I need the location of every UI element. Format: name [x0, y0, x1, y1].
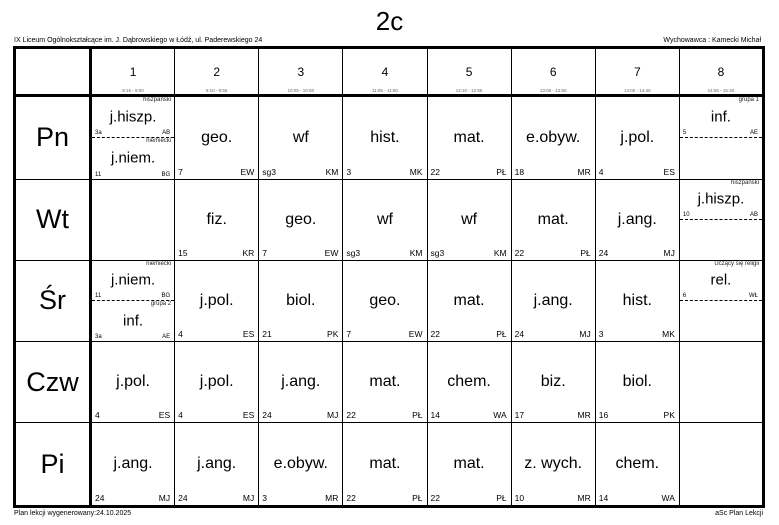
lesson-cell[interactable]	[343, 260, 427, 341]
lesson-content	[92, 342, 174, 422]
lesson-cell[interactable]	[595, 342, 679, 423]
lesson-content	[343, 342, 426, 422]
period-number: 4	[381, 65, 389, 79]
period-time: 9:10 - 9:55	[205, 88, 228, 93]
period-header	[427, 48, 511, 96]
subject-label: j.ang.	[617, 210, 657, 228]
room-number: sg3	[430, 247, 445, 258]
lesson-cell[interactable]	[175, 423, 259, 507]
lesson-cell[interactable]	[427, 260, 511, 341]
teacher-code: PŁ	[496, 493, 507, 503]
period-time: 13:05 - 13:50	[539, 88, 567, 93]
class-tutor: Wychowawca : Kamecki Michał	[663, 37, 761, 44]
subject-label: geo.	[285, 210, 317, 228]
teacher-code: MR	[577, 166, 591, 177]
period-time: 11:05 - 11:50	[372, 88, 398, 93]
teacher-code: ES	[663, 166, 675, 177]
generated-date: Plan lekcji wygenerowany:24.10.2025	[14, 510, 132, 517]
room-number: 3	[262, 493, 267, 503]
group-label: niemiecki	[146, 260, 172, 267]
room-number: 15	[178, 247, 188, 258]
lesson-cell[interactable]	[259, 423, 343, 507]
teacher-code: AE	[749, 129, 758, 136]
lesson-cell[interactable]	[595, 179, 679, 260]
subject-label: biol.	[622, 373, 652, 391]
teacher-code: PŁ	[496, 166, 507, 177]
lesson-content	[175, 423, 258, 505]
period-header	[91, 48, 175, 96]
room-number: 7	[178, 166, 183, 177]
room-number: 4	[178, 329, 183, 340]
lesson-cell[interactable]	[175, 179, 259, 260]
lesson-content	[343, 97, 426, 179]
lesson-content	[259, 180, 342, 260]
lesson-content	[428, 261, 511, 341]
empty-half	[680, 138, 762, 179]
teacher-code: BG	[161, 171, 171, 178]
subject-label: chem.	[615, 455, 660, 473]
lesson-content	[512, 261, 595, 341]
room-number: 3a	[95, 129, 102, 136]
day-row	[15, 96, 764, 180]
teacher-code: MJ	[663, 247, 675, 258]
room-number: 22	[430, 329, 440, 340]
room-number: 10	[514, 493, 525, 503]
room-number: 24	[178, 493, 188, 503]
day-label: Pi	[15, 423, 91, 507]
period-number: 5	[465, 65, 473, 79]
lesson-half[interactable]	[92, 301, 174, 341]
empty-cell	[679, 423, 763, 507]
room-number: 18	[514, 166, 525, 177]
lesson-content	[596, 423, 679, 505]
app-name: aSc Plan Lekcji	[715, 510, 763, 517]
lesson-content	[343, 180, 426, 260]
lesson-content	[596, 342, 679, 422]
lesson-cell[interactable]	[427, 423, 511, 507]
room-number: 22	[430, 493, 440, 503]
subject-label: j.niem.	[110, 271, 156, 289]
lesson-cell[interactable]	[511, 179, 595, 260]
lesson-cell[interactable]	[511, 342, 595, 423]
lesson-content	[512, 97, 595, 179]
subject-label: biol.	[286, 291, 316, 309]
lesson-content	[596, 180, 679, 260]
teacher-code: PK	[327, 329, 339, 340]
group-label: hiszpański	[730, 179, 759, 186]
school-name: IX Liceum Ogólnokształcące im. J. Dąbrowskiego w Łódź, ul. Paderewskiego 24	[14, 37, 263, 44]
subject-label: j.niem.	[110, 149, 156, 167]
teacher-code: MR	[577, 493, 591, 503]
lesson-cell[interactable]	[679, 260, 763, 341]
teacher-code: KM	[409, 247, 423, 258]
day-label: Śr	[15, 260, 91, 341]
room-number: 3	[598, 329, 604, 340]
period-number: 6	[549, 65, 557, 79]
room-number: 4	[95, 410, 100, 421]
corner-cell	[15, 48, 91, 96]
period-time: 10:05 - 10:50	[287, 88, 315, 93]
teacher-code: ES	[242, 410, 255, 421]
subject-label: z. wych.	[524, 455, 583, 473]
class-title: 2c	[375, 6, 404, 36]
lesson-cell[interactable]	[91, 260, 175, 341]
teacher-code: MK	[662, 329, 675, 340]
lesson-cell[interactable]	[511, 423, 595, 507]
room-number: 5	[682, 129, 687, 136]
subject-label: j.hiszp.	[697, 190, 745, 208]
lesson-content	[343, 261, 426, 341]
empty-cell	[679, 342, 763, 423]
period-header	[679, 48, 763, 96]
timetable-grid	[13, 46, 765, 508]
lesson-cell[interactable]	[511, 260, 595, 341]
subject-label: fiz.	[206, 210, 227, 228]
subject-label: geo.	[201, 128, 233, 146]
lesson-cell[interactable]	[175, 96, 259, 180]
lesson-content	[428, 342, 511, 422]
room-number: 22	[430, 166, 440, 177]
teacher-code: BG	[161, 292, 171, 299]
teacher-code: KM	[325, 166, 339, 177]
lesson-cell[interactable]	[343, 96, 427, 180]
day-label: Pn	[15, 96, 91, 180]
period-number: 1	[129, 65, 137, 79]
lesson-cell[interactable]	[343, 423, 427, 507]
teacher-code: WA	[493, 410, 507, 421]
teacher-code: MJ	[579, 329, 591, 340]
teacher-code: KR	[242, 247, 255, 258]
teacher-code: MJ	[327, 410, 339, 421]
lesson-cell[interactable]	[259, 342, 343, 423]
lesson-content	[175, 180, 258, 260]
room-number: 7	[346, 329, 352, 340]
period-time: 8:15 - 9:00	[122, 88, 144, 93]
subject-label: mat.	[453, 455, 485, 473]
group-label: Uczący się religii	[714, 260, 759, 267]
period-time: 14:55 - 15:40	[707, 88, 735, 93]
subject-label: geo.	[369, 291, 401, 309]
lesson-content	[428, 97, 511, 179]
subject-label: mat.	[453, 291, 485, 309]
teacher-code: PK	[663, 410, 675, 421]
teacher-code: MJ	[158, 493, 171, 503]
lesson-cell[interactable]	[595, 96, 679, 180]
group-label: hiszpański	[143, 97, 172, 103]
teacher-code: MK	[409, 166, 423, 177]
lesson-cell[interactable]	[259, 260, 343, 341]
lesson-content	[512, 180, 595, 260]
room-number: 11	[95, 292, 102, 299]
room-number: sg3	[262, 166, 276, 177]
lesson-cell[interactable]	[343, 342, 427, 423]
day-label: Wt	[15, 179, 91, 260]
teacher-code: WA	[661, 493, 675, 503]
subject-label: j.pol.	[116, 373, 150, 391]
subject-label: j.ang.	[533, 291, 573, 309]
lesson-content	[596, 97, 679, 179]
teacher-code: PŁ	[412, 410, 423, 421]
subject-label: e.obyw.	[273, 455, 328, 473]
empty-half	[680, 301, 762, 341]
subject-label: inf.	[710, 108, 731, 126]
subject-label: e.obyw.	[526, 128, 581, 146]
period-header	[259, 48, 343, 96]
period-number: 7	[633, 65, 641, 79]
lesson-cell[interactable]	[427, 342, 511, 423]
room-number: 14	[430, 410, 440, 421]
teacher-code: EW	[324, 247, 339, 258]
teacher-code: AB	[749, 211, 758, 218]
period-header	[511, 48, 595, 96]
lesson-content	[512, 423, 595, 505]
period-number: 8	[717, 65, 725, 79]
room-number: 22	[514, 247, 525, 258]
lesson-cell[interactable]	[259, 96, 343, 180]
lesson-half[interactable]	[92, 138, 174, 179]
room-number: 7	[262, 247, 267, 258]
period-time: 14:00 - 14:45	[624, 88, 651, 93]
lesson-cell[interactable]	[91, 423, 175, 507]
group-label: grupa 2	[150, 300, 172, 307]
subject-label: j.ang.	[281, 373, 321, 391]
day-row	[15, 260, 764, 341]
room-number: 24	[95, 493, 105, 503]
room-number: 24	[514, 329, 525, 340]
teacher-code: AE	[162, 334, 171, 341]
subject-label: mat.	[537, 210, 569, 228]
room-number: 22	[346, 493, 356, 503]
lesson-half[interactable]	[680, 261, 762, 301]
teacher-code: AB	[162, 129, 171, 136]
period-header	[175, 48, 259, 96]
lesson-cell[interactable]	[679, 96, 763, 180]
lesson-half[interactable]	[92, 261, 174, 301]
room-number: 10	[682, 211, 690, 218]
day-row	[15, 342, 764, 423]
lesson-content	[259, 97, 342, 179]
empty-cell	[91, 179, 175, 260]
lesson-cell[interactable]	[175, 342, 259, 423]
lesson-cell[interactable]	[595, 423, 679, 507]
lesson-content	[175, 261, 258, 341]
subject-label: mat.	[369, 373, 401, 391]
room-number: 4	[598, 166, 604, 177]
group-label: niemiecki	[146, 137, 172, 144]
lesson-half[interactable]	[680, 97, 762, 138]
lesson-cell[interactable]	[511, 96, 595, 180]
lesson-content	[175, 342, 258, 422]
room-number: 11	[95, 171, 102, 178]
subject-label: wf	[461, 210, 478, 228]
subject-label: chem.	[447, 373, 491, 391]
empty-half	[680, 220, 762, 260]
room-number: 22	[346, 410, 356, 421]
subject-label: wf	[376, 210, 393, 228]
subject-label: rel.	[710, 271, 732, 289]
lesson-cell[interactable]	[343, 179, 427, 260]
lesson-content	[259, 342, 342, 422]
day-label: Czw	[15, 342, 91, 423]
room-number: 24	[262, 410, 272, 421]
subject-label: j.ang.	[113, 455, 153, 473]
subject-label: biz.	[540, 373, 566, 391]
subject-label: mat.	[453, 128, 485, 146]
subject-label: inf.	[123, 312, 144, 330]
room-number: 24	[598, 247, 609, 258]
teacher-code: ES	[242, 329, 255, 340]
lesson-content	[596, 261, 679, 341]
room-number: 16	[598, 410, 609, 421]
subject-label: wf	[292, 128, 309, 146]
teacher-code: MR	[577, 410, 591, 421]
period-number: 3	[297, 65, 305, 79]
day-row	[15, 179, 764, 260]
subject-label: j.ang.	[197, 455, 237, 473]
room-number: 3a	[95, 334, 102, 341]
lesson-content	[259, 261, 342, 341]
teacher-code: ES	[158, 410, 171, 421]
teacher-code: MJ	[242, 493, 255, 503]
lesson-content	[428, 423, 511, 505]
period-header	[595, 48, 679, 96]
lesson-cell[interactable]	[91, 342, 175, 423]
subject-label: hist.	[370, 128, 400, 146]
lesson-content	[343, 423, 426, 505]
lesson-cell[interactable]	[679, 179, 763, 260]
lesson-half[interactable]	[680, 180, 762, 220]
subject-label: j.hiszp.	[109, 108, 157, 126]
teacher-code: MR	[325, 493, 339, 503]
subject-label: j.pol.	[199, 291, 234, 309]
period-number: 2	[213, 65, 221, 79]
lesson-content	[512, 342, 595, 422]
teacher-code: PŁ	[412, 493, 423, 503]
lesson-content	[428, 180, 511, 260]
lesson-cell[interactable]	[91, 96, 175, 180]
room-number: 14	[598, 493, 609, 503]
subject-label: j.pol.	[199, 373, 234, 391]
room-number: 4	[178, 410, 183, 421]
period-header-row	[15, 48, 764, 96]
lesson-half[interactable]	[92, 97, 174, 138]
teacher-code: EW	[240, 166, 255, 177]
lesson-content	[259, 423, 342, 505]
room-number: 6	[682, 292, 687, 299]
room-number: 3	[346, 166, 352, 177]
room-number: sg3	[346, 247, 361, 258]
teacher-code: PŁ	[580, 247, 591, 258]
subject-label: hist.	[622, 291, 652, 309]
lesson-cell[interactable]	[595, 260, 679, 341]
lesson-content	[175, 97, 258, 179]
lesson-content	[92, 423, 174, 505]
period-time: 12:10 - 12:55	[455, 88, 483, 93]
room-number: 21	[262, 329, 272, 340]
lesson-cell[interactable]	[427, 179, 511, 260]
lesson-cell[interactable]	[427, 96, 511, 180]
period-header	[343, 48, 427, 96]
day-row	[15, 423, 764, 507]
teacher-code: EW	[408, 329, 423, 340]
lesson-cell[interactable]	[175, 260, 259, 341]
teacher-code: KM	[493, 247, 507, 258]
teacher-code: PŁ	[496, 329, 507, 340]
group-label: grupa 1	[738, 97, 759, 103]
teacher-code: WŁ	[749, 292, 758, 299]
subject-label: mat.	[369, 455, 401, 473]
room-number: 17	[514, 410, 525, 421]
lesson-cell[interactable]	[259, 179, 343, 260]
subject-label: j.pol.	[620, 128, 655, 146]
